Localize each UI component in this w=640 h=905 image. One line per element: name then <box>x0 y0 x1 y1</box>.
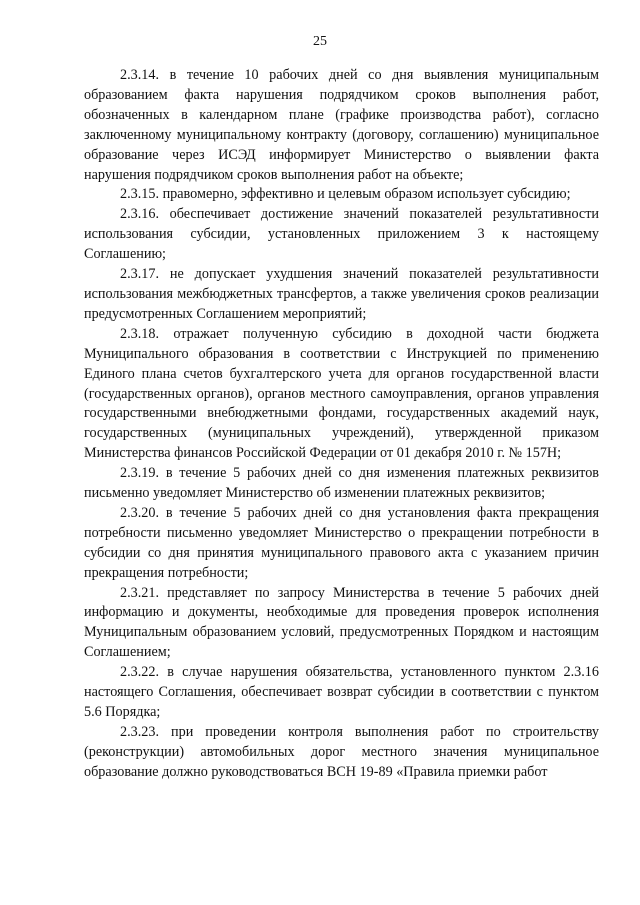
clause-2-3-14: 2.3.14. в течение 10 рабочих дней со дня выявления муниципальным образованием факта нарушения подрядчиком сроков выполнения работ, обозначенных в календарном плане (графике производства работ), согласно заключенному муниципальному контракту (договору, соглашению) муниципальное образование через ИСЭД информирует Министерство о выявлении факта нарушения подрядчиком сроков выполнения работ на объекте; <box>84 67 599 183</box>
clause-2-3-21: 2.3.21. представляет по запросу Министерства в течение 5 рабочих дней информацию и документы, необходимые для проведения проверок исполнения Муниципальным образованием условий, предусмотренных Порядком и настоящим Соглашением; <box>84 584 599 661</box>
clause-2-3-15: 2.3.15. правомерно, эффективно и целевым образом использует субсидию; <box>120 186 571 203</box>
page-number: 25 <box>313 34 327 49</box>
clause-2-3-16: 2.3.16. обеспечивает достижение значений показателей результативности использования субсидии, установленных приложением 3 к настоящему Соглашению; <box>84 206 599 263</box>
clause-2-3-17: 2.3.17. не допускает ухудшения значений показателей результативности использования межбюджетных трансфертов, а также увеличения сроков реализации предусмотренных Соглашением мероприятий; <box>84 266 599 322</box>
clause-2-3-19: 2.3.19. в течение 5 рабочих дней со дня изменения платежных реквизитов письменно уведомляет Министерство об изменении платежных реквизитов; <box>84 465 599 502</box>
clause-2-3-22: 2.3.22. в случае нарушения обязательства, установленного пунктом 2.3.16 настоящего Соглашения, обеспечивает возврат субсидии в соответствии с пунктом 5.6 Порядка; <box>84 664 599 720</box>
clause-2-3-20: 2.3.20. в течение 5 рабочих дней со дня установления факта прекращения потребности письменно уведомляет Министерство о прекращении потребности в субсидии со дня принятия муниципального правового акта с указанием причин прекращения потребности; <box>84 504 599 581</box>
clause-2-3-23: 2.3.23. при проведении контроля выполнения работ по строительству (реконструкции) автомобильных дорог местного значения муниципальное образование должно руководствоваться ВСН 19-89 «Правила приемки работ <box>84 723 599 780</box>
clause-2-3-18: 2.3.18. отражает полученную субсидию в доходной части бюджета Муниципального образования в соответствии с Инструкцией по применению Единого плана счетов бухгалтерского учета для органов государственной власти (государственных органов), органов местного самоуправления, органов управления государственными внебюджетными фондами, государственных академий наук, государственных (муниципальных учреждений), утвержденной приказом Министерства финансов Российской Федерации от 01 декабря 2010 г. № 157Н; <box>84 325 599 462</box>
document-body <box>84 66 599 783</box>
